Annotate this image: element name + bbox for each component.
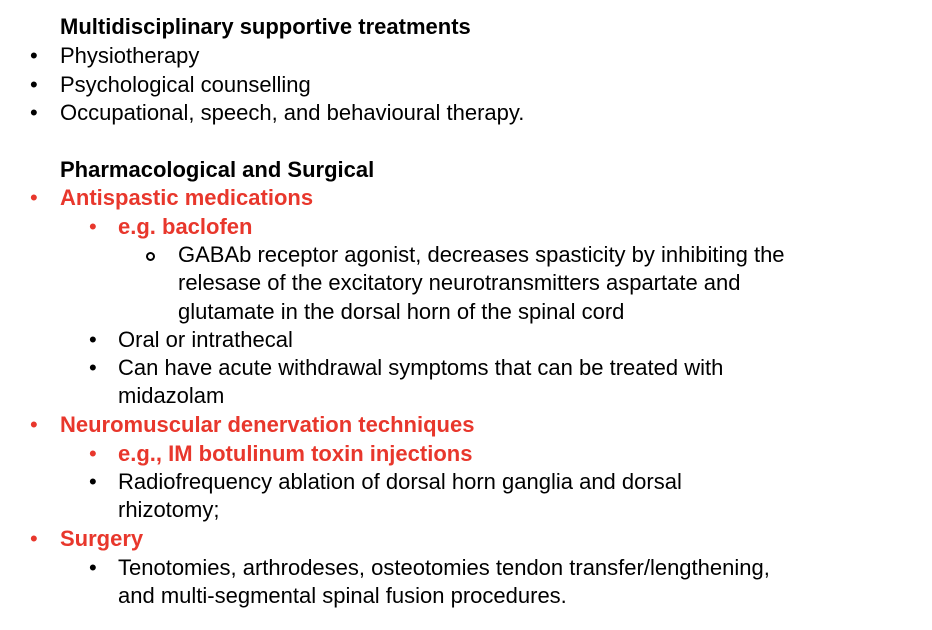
bullet-icon: • xyxy=(89,355,97,380)
baclofen-mechanism-line-2: relesase of the excitatory neurotransmitters aspartate and xyxy=(178,270,741,295)
withdrawal-line-1: Can have acute withdrawal symptoms that can be treated with xyxy=(118,355,724,380)
list-item-physiotherapy: Physiotherapy xyxy=(60,43,200,68)
bullet-icon: • xyxy=(89,555,97,580)
surgery-procedures-line-2: and multi-segmental spinal fusion procedures. xyxy=(118,583,567,608)
bullet-icon: • xyxy=(89,214,97,239)
list-item-occupational-therapy: Occupational, speech, and behavioural therapy. xyxy=(60,100,525,125)
section-heading-pharmacological: Pharmacological and Surgical xyxy=(60,157,375,182)
list-item-oral-intrathecal: Oral or intrathecal xyxy=(118,327,293,352)
list-item-antispastic-medications: Antispastic medications xyxy=(60,185,314,210)
bullet-icon: • xyxy=(89,327,97,352)
bullet-icon: • xyxy=(30,185,38,210)
bullet-icon: • xyxy=(30,72,38,97)
list-item-baclofen-example: e.g. baclofen xyxy=(118,214,253,239)
bullet-icon: • xyxy=(89,441,97,466)
ablation-line-1: Radiofrequency ablation of dorsal horn ganglia and dorsal xyxy=(118,469,682,494)
list-item-botulinum-example: e.g., IM botulinum toxin injections xyxy=(118,441,473,466)
list-item-psychological-counselling: Psychological counselling xyxy=(60,72,311,97)
withdrawal-line-2: midazolam xyxy=(118,383,225,408)
bullet-icon: • xyxy=(30,43,38,68)
surgery-procedures-line-1: Tenotomies, arthrodeses, osteotomies tendon transfer/lengthening, xyxy=(118,555,770,580)
ablation-line-2: rhizotomy; xyxy=(118,497,220,522)
baclofen-mechanism-line-3: glutamate in the dorsal horn of the spinal cord xyxy=(178,299,625,324)
circle-bullet-icon xyxy=(146,252,155,261)
section-heading-supportive: Multidisciplinary supportive treatments xyxy=(60,14,471,39)
bullet-icon: • xyxy=(30,100,38,125)
bullet-icon: • xyxy=(89,469,97,494)
bullet-icon: • xyxy=(30,526,38,551)
baclofen-mechanism-line-1: GABAb receptor agonist, decreases spasticity by inhibiting the xyxy=(178,242,785,267)
list-item-surgery: Surgery xyxy=(60,526,144,551)
list-item-neuromuscular-denervation: Neuromuscular denervation techniques xyxy=(60,412,475,437)
bullet-icon: • xyxy=(30,412,38,437)
